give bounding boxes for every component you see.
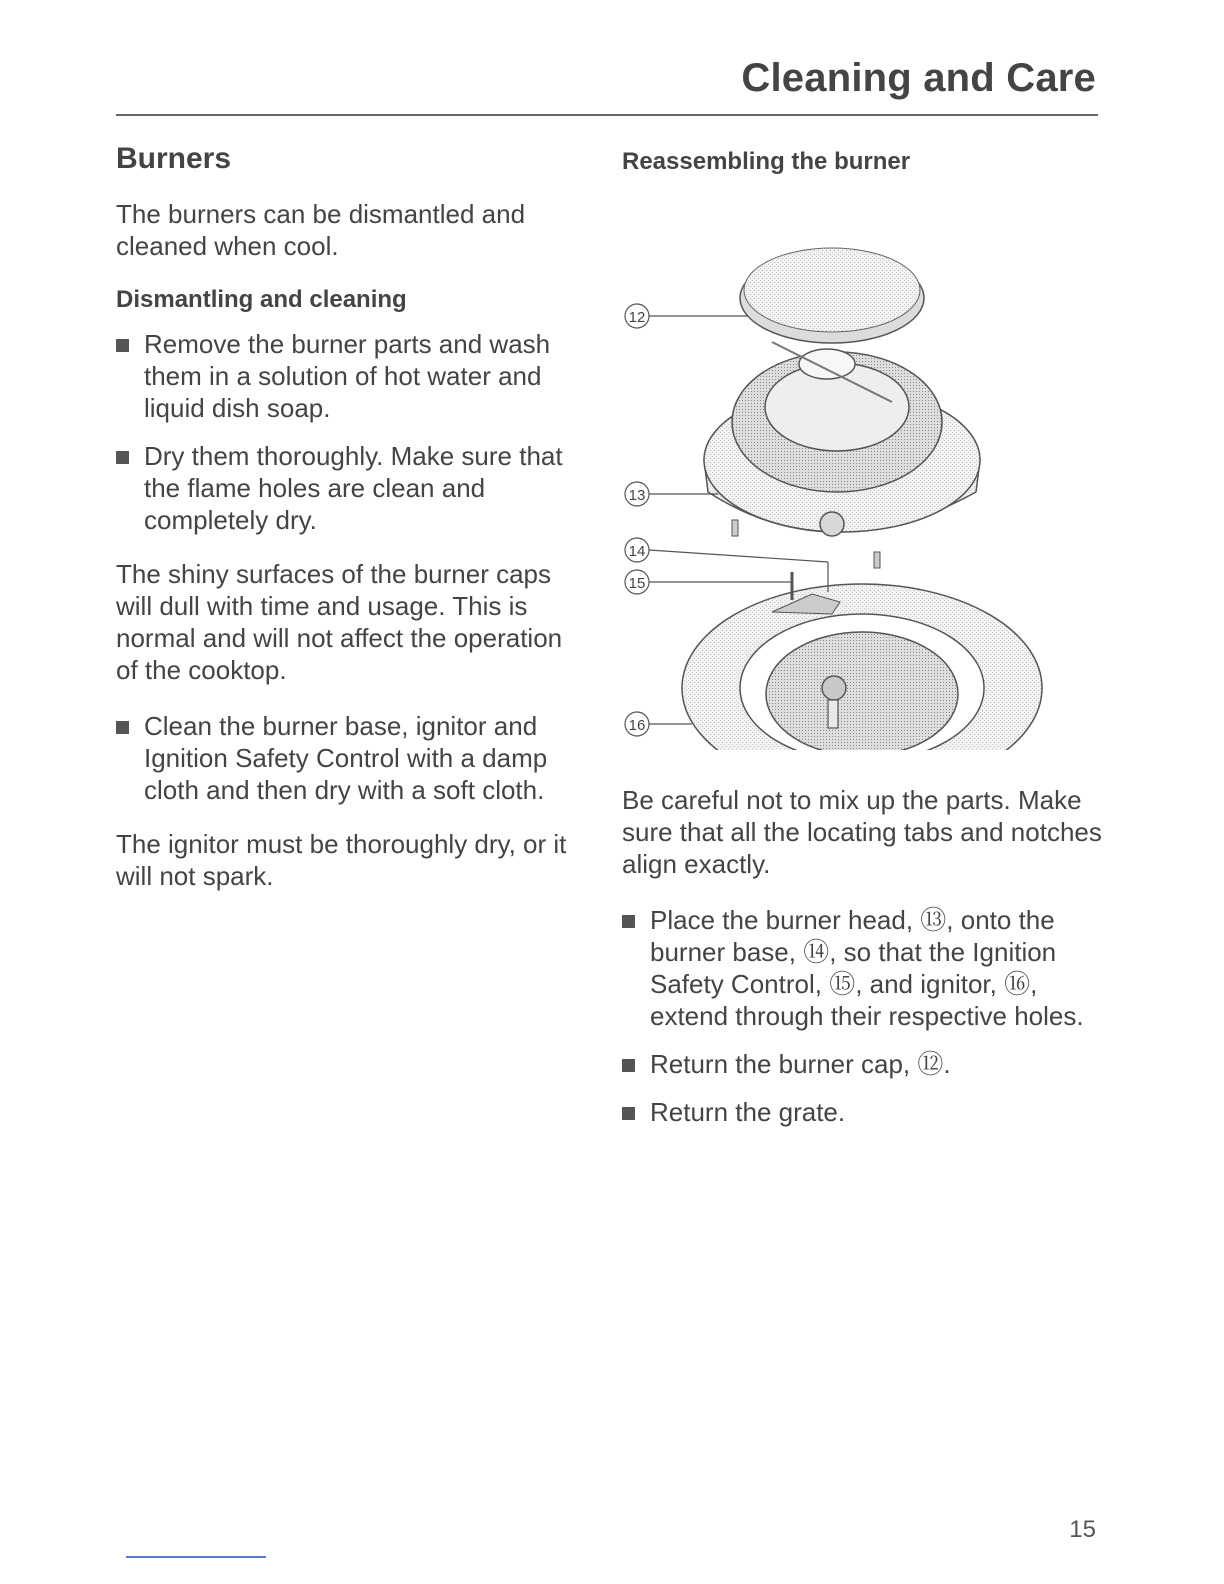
dismantling-subheading: Dismantling and cleaning (116, 286, 407, 313)
reassembly-caution-paragraph: Be careful not to mix up the parts. Make sure that all the locating tabs and notches align exactly. (622, 785, 1102, 879)
caps-note-paragraph: The shiny surfaces of the burner caps will dull with time and usage. This is normal and will not affect the operation of the cooktop. (116, 559, 563, 685)
svg-text:15: 15 (628, 575, 646, 592)
burner-base-part (682, 572, 1042, 750)
callout-14 (625, 538, 828, 592)
reassembling-subheading: Reassembling the burner (622, 148, 911, 175)
section-title: Burners (116, 142, 232, 175)
burner-exploded-view (622, 202, 1102, 750)
cleaning-steps (116, 710, 586, 806)
callout-16 (625, 712, 692, 736)
callout-12 (625, 304, 748, 328)
ignitor-note-paragraph: The ignitor must be thoroughly dry, or it will not spark. (116, 829, 567, 891)
callout-13 (625, 482, 718, 506)
list-item: Remove the burner parts and wash them in a solution of hot water and liquid dish soap. (116, 328, 586, 424)
list-item: Place the burner head, ⑬, onto the burner base, ⑭, so that the Ignition Safety Control, ⑮, and ignitor, ⑯, extend through their respective holes. (622, 904, 1102, 1032)
footer-divider (126, 1556, 266, 1558)
intro-paragraph: The burners can be dismantled and cleaned when cool. (116, 199, 526, 261)
list-item: Return the grate. (622, 1096, 1102, 1128)
page-number: 15 (1069, 1516, 1096, 1543)
svg-text:16: 16 (628, 717, 646, 734)
header-divider (116, 114, 1098, 116)
svg-text:14: 14 (628, 543, 646, 560)
dismantling-steps (116, 328, 586, 536)
burner-assembly-diagram (622, 202, 1102, 750)
list-item: Dry them thoroughly. Make sure that the flame holes are clean and completely dry. (116, 440, 586, 536)
page-header-title: Cleaning and Care (741, 56, 1096, 100)
callout-15 (625, 570, 792, 594)
burner-cap-part (740, 248, 924, 343)
svg-text:12: 12 (628, 309, 646, 326)
svg-text:13: 13 (628, 487, 646, 504)
left-column (116, 142, 586, 916)
burner-head-part (704, 342, 980, 568)
list-item: Clean the burner base, ignitor and Ignition Safety Control with a damp cloth and then dry with a soft cloth. (116, 710, 586, 806)
reassembly-steps (622, 904, 1102, 1128)
right-column (622, 148, 1102, 1150)
list-item: Return the burner cap, ⑫. (622, 1048, 1102, 1080)
